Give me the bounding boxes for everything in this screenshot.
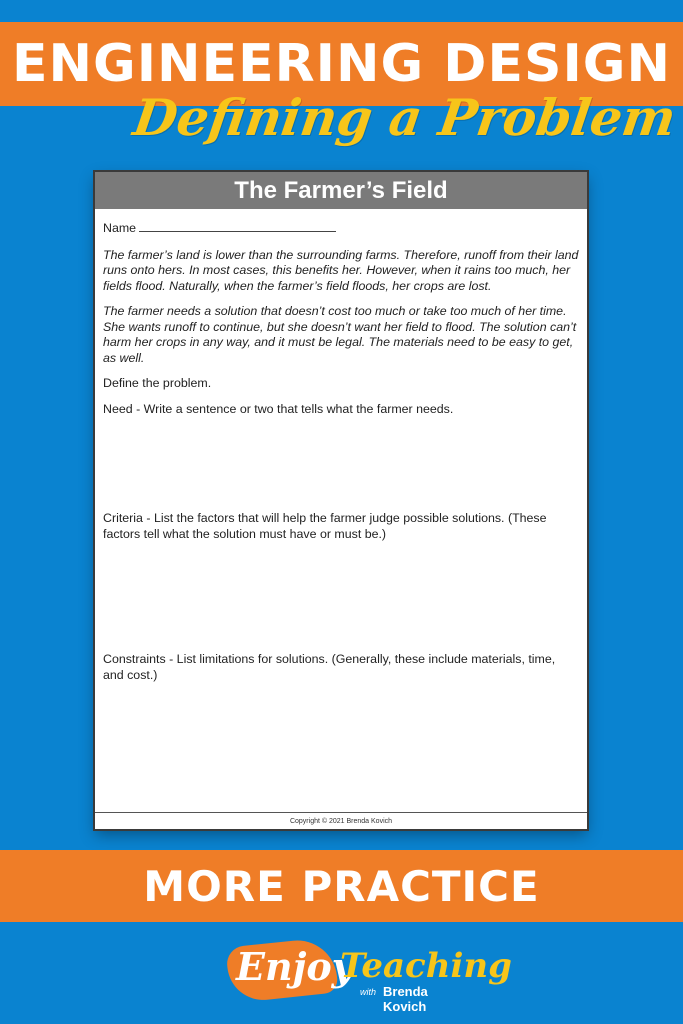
logo-enjoy-text: Enjoy [236, 944, 354, 989]
more-practice-banner[interactable] [0, 850, 683, 922]
logo-author-name: Brenda Kovich [383, 984, 428, 1014]
criteria-prompt: Criteria - List the factors that will help the farmer judge possible solutions. (These factors tell what the solution must have or must be.) [103, 511, 547, 541]
need-answer-space [103, 427, 579, 511]
name-field [103, 221, 579, 237]
enjoy-teaching-logo [228, 936, 512, 1014]
logo-with-text: with [360, 987, 377, 997]
constraints-prompt: Constraints - List limitations for solutions. (Generally, these include materials, time, and cost.) [103, 652, 556, 682]
worksheet-copyright: Copyright © 2021 Brenda Kovich [95, 812, 587, 829]
name-blank [139, 221, 336, 232]
name-label: Name [103, 221, 137, 235]
criteria-answer-space [103, 552, 579, 652]
worksheet-body [95, 209, 587, 683]
worksheet-preview [95, 172, 587, 829]
more-practice-label: MORE PRACTICE [143, 861, 540, 911]
define-prompt: Define the problem. [103, 376, 212, 390]
need-prompt: Need - Write a sentence or two that tells what the farmer needs. [103, 401, 454, 416]
banner-title: ENGINEERING DESIGN [11, 34, 671, 94]
scenario-paragraph-2: The farmer needs a solution that doesn’t cost too much or take too much of her time. She wants runoff to continue, but she doesn’t want her field to flood. The solution can’t harm her crops in any way, and it must be legal. The materials need to be easy to get, as well. [103, 304, 577, 365]
logo-teaching-text: Teaching [340, 946, 512, 986]
banner-subtitle: Defining a Problem [129, 88, 680, 147]
scenario-paragraph-1: The farmer’s land is lower than the surrounding farms. Therefore, runoff from their land runs onto hers. In most cases, this benefits her. However, when it rains too much, her fields flood. Naturally, when the farmer’s field floods, her crops are lost. [103, 247, 579, 293]
worksheet-title: The Farmer’s Field [95, 172, 587, 209]
